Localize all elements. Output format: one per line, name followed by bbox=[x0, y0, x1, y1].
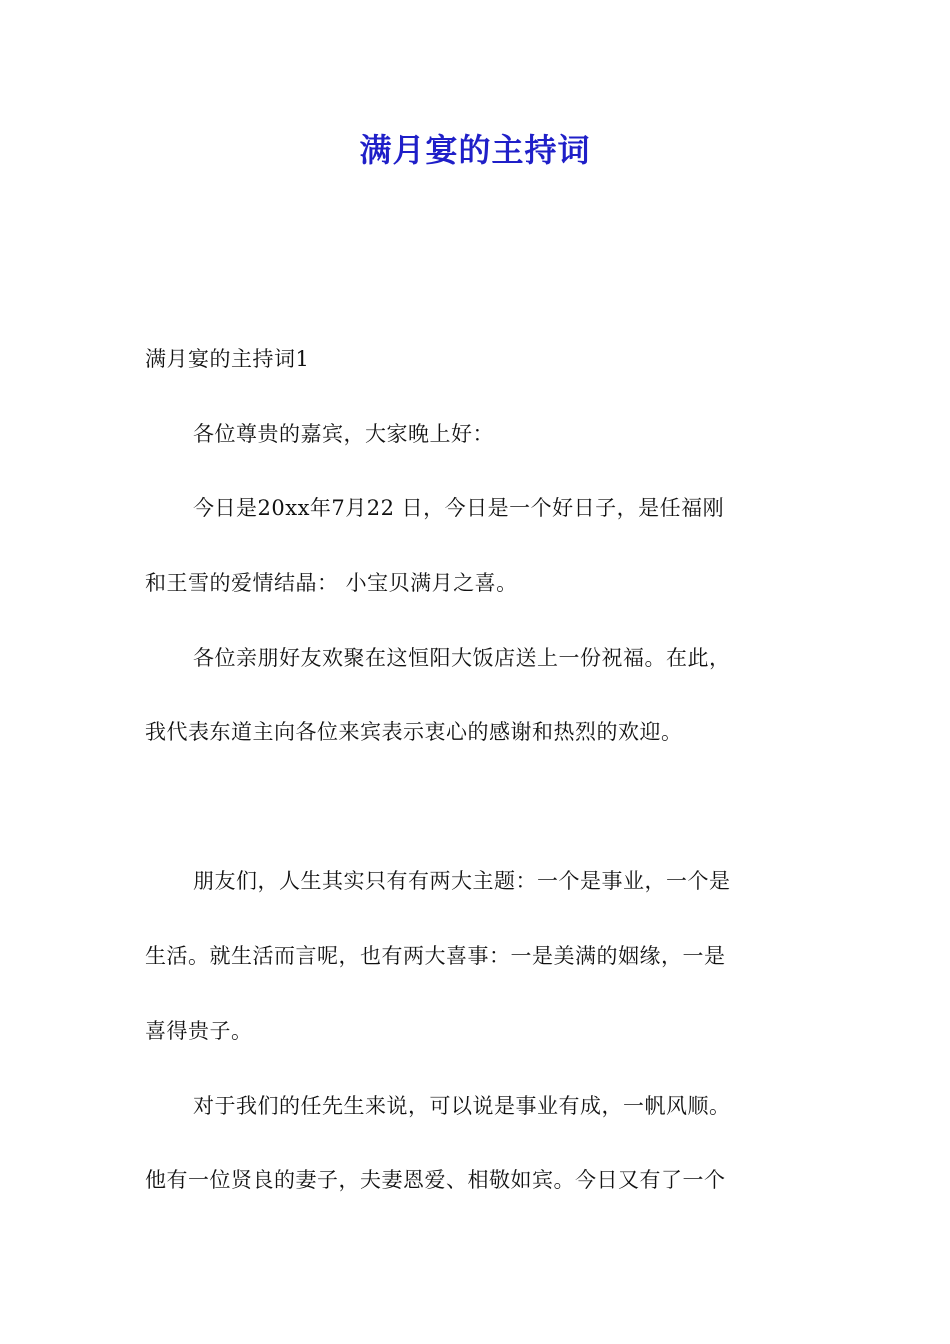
paragraph-line: 喜得贵子。 bbox=[145, 1019, 253, 1043]
paragraph-line: 对于我们的任先生来说，可以说是事业有成，一帆风顺。 bbox=[193, 1094, 731, 1118]
paragraph-line: 他有一位贤良的妻子，夫妻恩爱、相敬如宾。今日又有了一个 bbox=[145, 1168, 726, 1192]
paragraph-line: 朋友们，人生其实只有有两大主题：一个是事业，一个是 bbox=[193, 869, 731, 893]
paragraph-line: 和王雪的爱情结晶： 小宝贝满月之喜。 bbox=[145, 571, 518, 595]
paragraph-line: 各位亲朋好友欢聚在这恒阳大饭店送上一份祝福。在此， bbox=[193, 646, 731, 670]
paragraph-line: 各位尊贵的嘉宾，大家晚上好： bbox=[193, 422, 494, 446]
paragraph-line: 今日是20xx年7月22 日，今日是一个好日子，是任福刚 bbox=[193, 496, 725, 520]
section-heading: 满月宴的主持词1 bbox=[145, 347, 310, 371]
document-title: 满月宴的主持词 bbox=[359, 131, 591, 169]
paragraph-line: 生活。就生活而言呢，也有两大喜事：一是美满的姻缘，一是 bbox=[145, 944, 726, 968]
paragraph-line: 我代表东道主向各位来宾表示衷心的感谢和热烈的欢迎。 bbox=[145, 720, 683, 744]
